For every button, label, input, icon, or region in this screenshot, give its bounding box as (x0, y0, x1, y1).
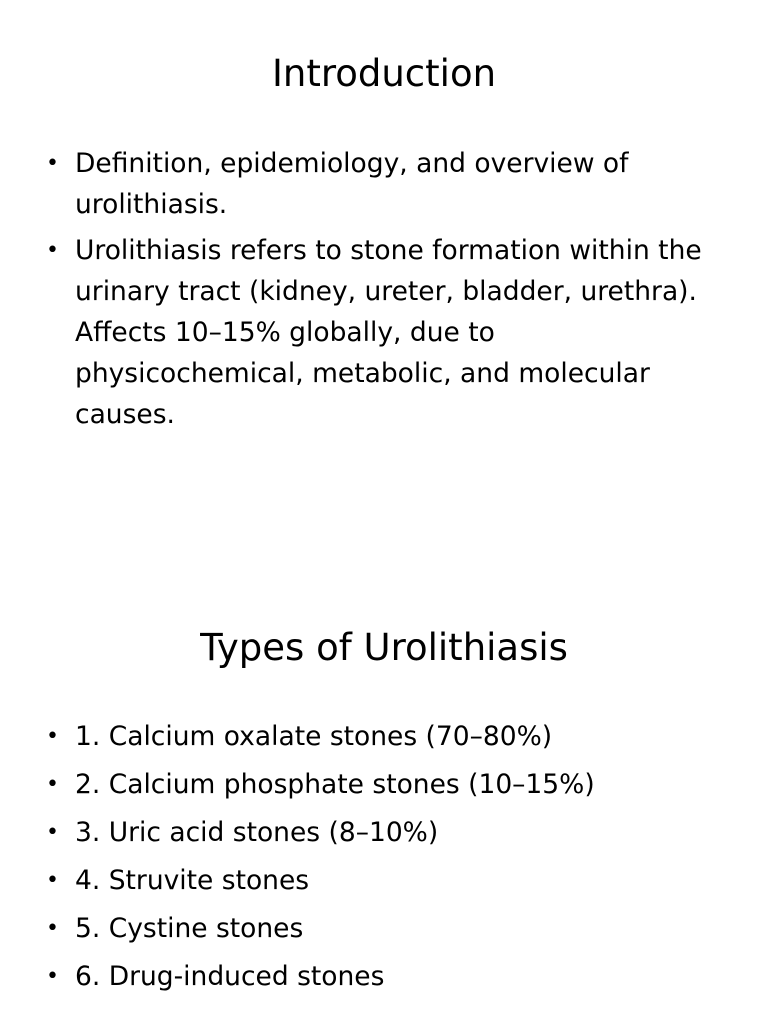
bullet-item (46, 713, 728, 761)
slide-title: Introduction (271, 52, 497, 95)
bullet-item (46, 857, 728, 905)
bullet-list (46, 143, 728, 435)
bullet-icon: • (46, 868, 59, 893)
bullet-icon: • (46, 916, 59, 941)
bullet-text: 6. Drug-induced stones (75, 961, 385, 992)
bullet-text: 4. Struvite stones (75, 865, 310, 896)
bullet-item (46, 953, 728, 1001)
bullet-icon: • (46, 820, 59, 845)
bullet-text: 3. Uric acid stones (8–10%) (75, 817, 439, 848)
bullet-text: 5. Cystine stones (75, 913, 304, 944)
bullet-icon: • (46, 964, 59, 989)
bullet-icon: • (46, 724, 59, 749)
bullet-item (46, 809, 728, 857)
bullet-text: 1. Calcium oxalate stones (70–80%) (75, 721, 553, 752)
bullet-icon: • (46, 238, 59, 263)
bullet-item (46, 143, 728, 225)
bullet-item (46, 230, 728, 435)
bullet-icon: • (46, 772, 59, 797)
bullet-text: Urolithiasis refers to stone formation within the urinary tract (kidney, ureter, bladder, urethra). Affects 10–15% globally, due to physicochemical, metabolic, and molecular causes. (75, 235, 702, 430)
bullet-item (46, 905, 728, 953)
bullet-text: Definition, epidemiology, and overview of urolithiasis. (75, 148, 629, 220)
bullet-list (46, 713, 728, 1001)
bullet-item (46, 761, 728, 809)
slide-title: Types of Urolithiasis (200, 626, 568, 669)
bullet-icon: • (46, 151, 59, 176)
bullet-text: 2. Calcium phosphate stones (10–15%) (75, 769, 595, 800)
